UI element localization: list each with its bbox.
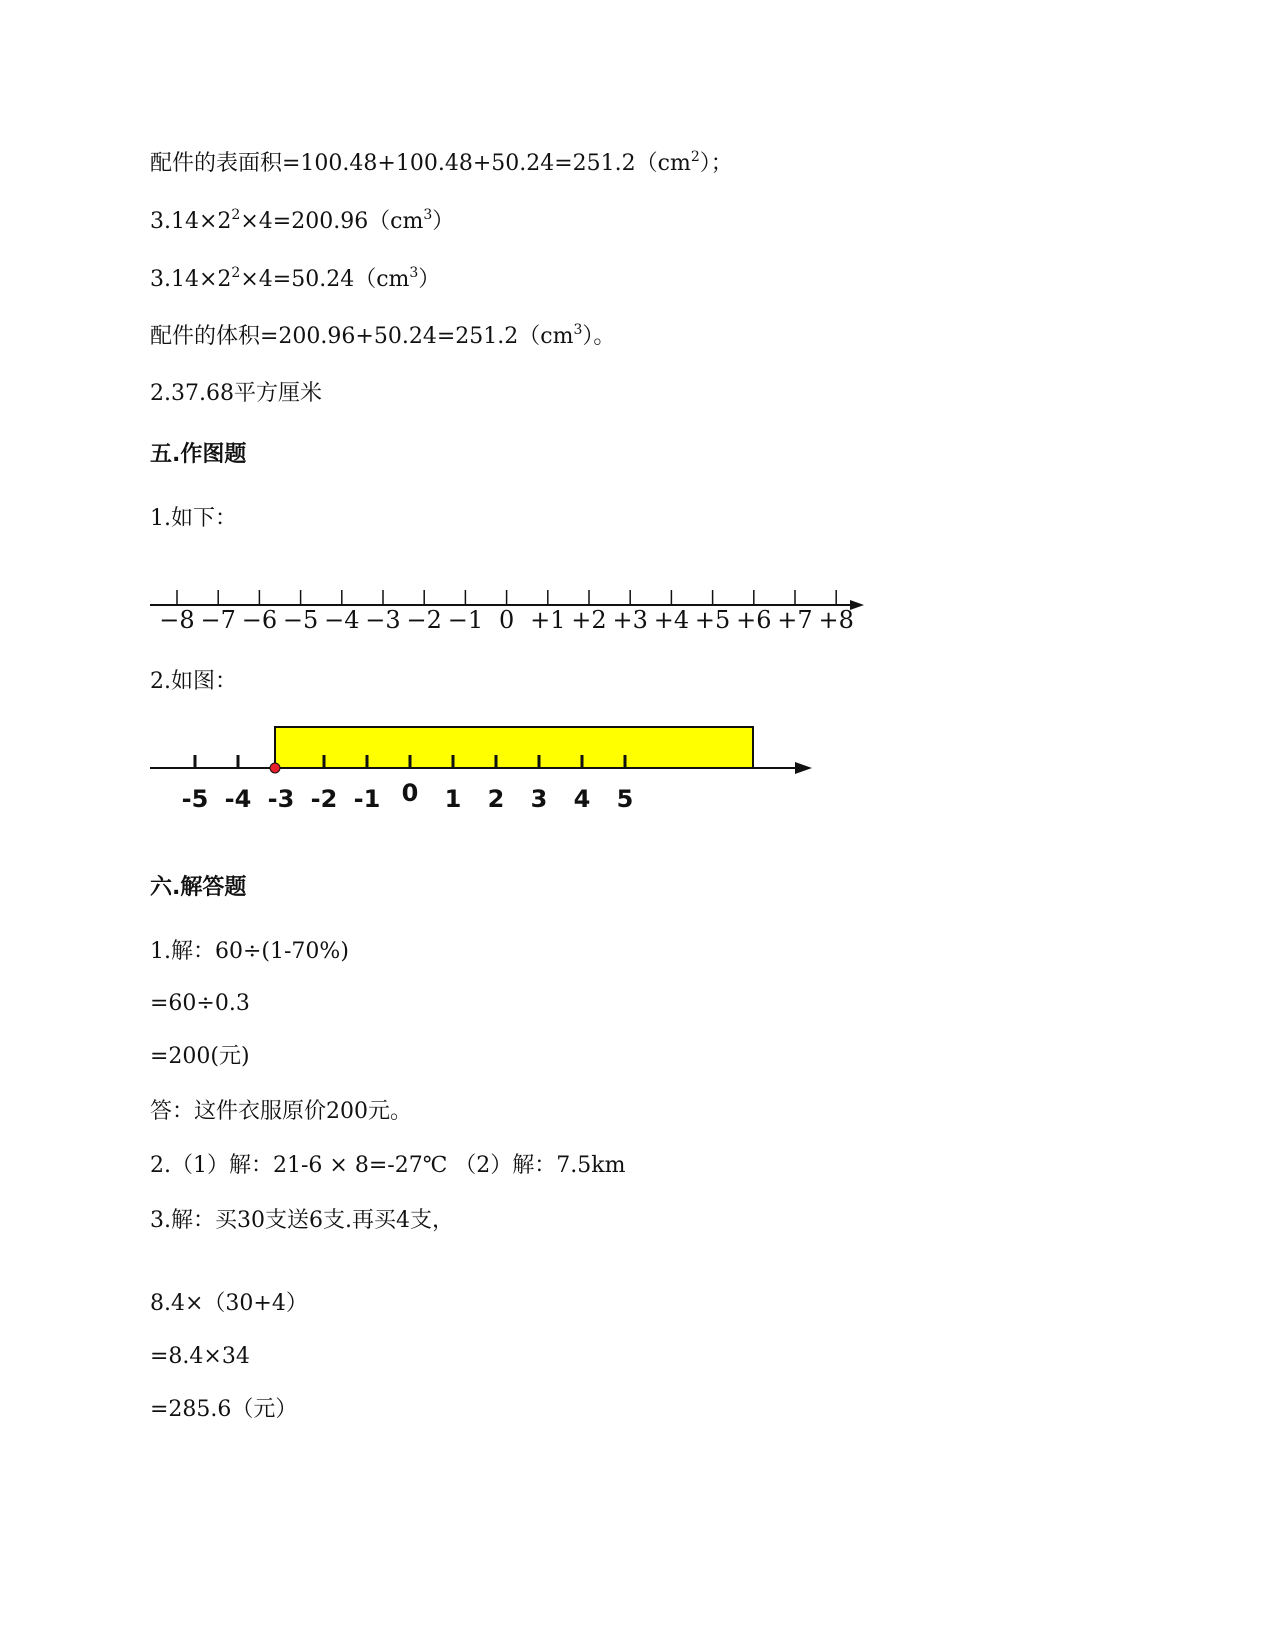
section-six-title: 六.解答题: [150, 875, 247, 900]
answer-3-step-3: =8.4×34: [150, 1344, 250, 1369]
nl2-tick-label: 4: [573, 785, 591, 813]
nl1-tick-label: −3: [365, 606, 401, 634]
endpoint-marker: [270, 763, 280, 773]
nl1-tick-label: +1: [530, 606, 566, 634]
answer-1-conclusion: 答：这件衣服原价200元。: [150, 1099, 412, 1124]
nl1-tick-label: +5: [694, 606, 731, 634]
question-1-label: 1.如下：: [150, 506, 237, 531]
nl1-tick-label: +2: [571, 606, 607, 634]
nl1-tick-label: +4: [653, 606, 690, 634]
answer-1-step-1: 1.解：60÷(1-70%): [150, 939, 349, 964]
nl1-tick-label: +6: [736, 606, 772, 634]
nl1-tick-label: 0: [498, 606, 515, 634]
nl1-tick-label: +8: [818, 606, 854, 634]
nl2-tick-label: 2: [487, 785, 505, 813]
nl1-tick-label: +7: [777, 606, 813, 634]
nl2-tick-label: -4: [224, 785, 252, 813]
volume-calc-line-2: $3.14\times 2^2\times 4=50.24(cm^3)$: [150, 265, 441, 292]
nl2-tick-label: -2: [310, 785, 338, 813]
answer-3-step-2: 8.4×（30+4）: [150, 1291, 308, 1316]
answer-1-step-3: =200(元): [150, 1044, 250, 1069]
answer-2: 2.（1）解：21-6 × 8=-27℃ （2）解：7.5km: [150, 1153, 626, 1178]
nl2-tick-label: 1: [444, 785, 462, 813]
nl2-tick-label: -3: [267, 785, 295, 813]
volume-calc-line-1: $3.14\times 2^2\times 4=200.96(cm^3)$: [150, 207, 455, 234]
section-five-title: 五.作图题: [150, 442, 247, 467]
nl1-tick-label: −5: [282, 606, 319, 634]
volume-total-line: 配件的体积$=200.96+50.24=251.2(cm^3)$。: [150, 322, 616, 349]
nl1-tick-label: −6: [241, 606, 278, 634]
area-answer-line: 2.37.68平方厘米: [150, 381, 322, 406]
surface-area-line: 配件的表面积$=100.48+100.48+50.24=251.2(cm^2)$；: [150, 149, 733, 176]
number-line-2: [150, 725, 850, 835]
nl1-tick-label: −2: [406, 606, 442, 634]
solution-range-highlight: [275, 727, 753, 768]
nl2-tick-label: 5: [616, 785, 634, 813]
nl1-tick-label: −1: [447, 606, 484, 634]
number-line-1: [150, 570, 870, 640]
nl2-tick-label: 3: [530, 785, 548, 813]
nl2-zero-label: 0: [401, 779, 419, 807]
number-line-2-arrow: [795, 762, 812, 774]
nl2-tick-label: -1: [353, 785, 381, 813]
question-2-label: 2.如图：: [150, 669, 237, 694]
answer-1-step-2: =60÷0.3: [150, 991, 250, 1016]
nl1-tick-label: −8: [159, 606, 195, 634]
answer-3-step-4: =285.6（元）: [150, 1397, 298, 1422]
nl1-tick-label: +3: [612, 606, 648, 634]
answer-3-step-1: 3.解：买30支送6支.再买4支，: [150, 1208, 454, 1233]
nl2-tick-label: -5: [181, 785, 209, 813]
nl1-tick-label: −7: [200, 606, 236, 634]
nl1-tick-label: −4: [324, 606, 360, 634]
